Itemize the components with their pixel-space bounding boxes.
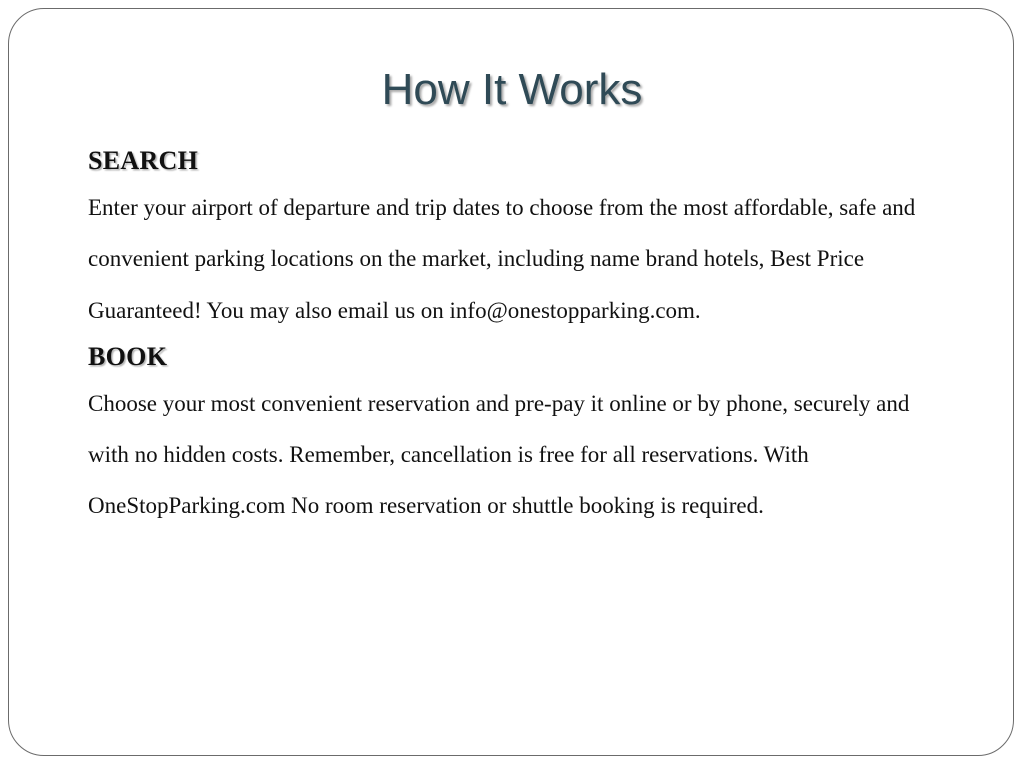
book-heading: BOOK — [88, 341, 168, 371]
slide-title: How It Works — [381, 65, 643, 114]
book-description: Choose your most convenient reservation and pre-pay it online or by phone, securely and with no hidden costs. Remember, cancellation is free for all reservations. With OneStopParking.com No room reservation or shuttle booking is required. — [88, 390, 910, 519]
search-heading: SEARCH — [88, 146, 199, 175]
slide-content — [88, 140, 928, 532]
search-description: Enter your airport of departure and trip dates to choose from the most affordable, safe and convenient parking locations on the market, including name brand hotels, Best Price Guaranteed! You may also email us on info@onestopparking.com. — [88, 195, 916, 323]
